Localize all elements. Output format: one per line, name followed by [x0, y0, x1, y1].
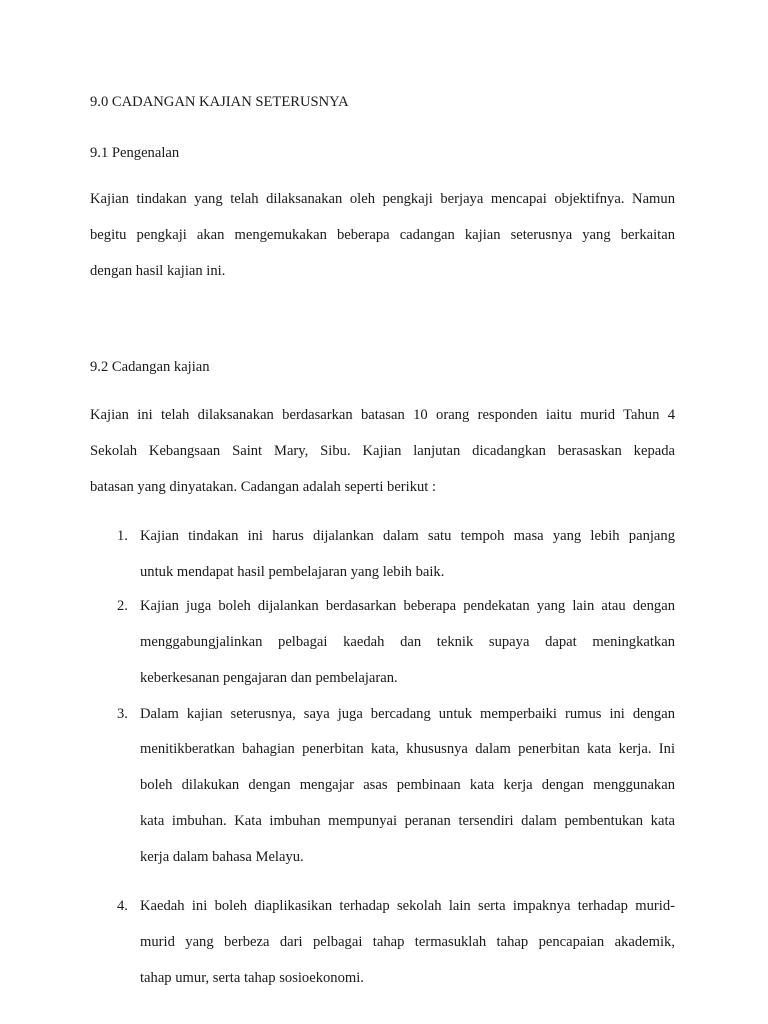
list-item-line: menggabungjalinkan pelbagai kaedah dan teknik supaya dapat meningkatkan	[140, 634, 675, 650]
section-title: 9.0 CADANGAN KAJIAN SETERUSNYA	[90, 94, 349, 110]
list-item-number: 3.	[117, 706, 128, 722]
list-item-number: 1.	[117, 528, 128, 544]
list-item-line: untuk mendapat hasil pembelajaran yang lebih baik.	[140, 564, 445, 580]
list-item-line: Kajian juga boleh dijalankan berdasarkan beberapa pendekatan yang lain atau dengan	[140, 598, 675, 614]
list-item-line: kerja dalam bahasa Melayu.	[140, 849, 304, 865]
list-item-line: Kajian tindakan ini harus dijalankan dalam satu tempoh masa yang lebih panjang	[140, 528, 675, 544]
list-item-line: boleh dilakukan dengan mengajar asas pembinaan kata kerja dengan menggunakan	[140, 777, 675, 793]
cadangan-paragraph-line: batasan yang dinyatakan. Cadangan adalah seperti berikut :	[90, 479, 437, 495]
intro-paragraph-line: dengan hasil kajian ini.	[90, 263, 226, 279]
intro-paragraph-line: Kajian tindakan yang telah dilaksanakan oleh pengkaji berjaya mencapai objektifnya. Namun	[90, 191, 675, 207]
list-item-line: kata imbuhan. Kata imbuhan mempunyai peranan tersendiri dalam pembentukan kata	[140, 813, 675, 829]
subsection-heading-cadangan: 9.2 Cadangan kajian	[90, 359, 210, 375]
cadangan-paragraph-line: Sekolah Kebangsaan Saint Mary, Sibu. Kajian lanjutan dicadangkan berasaskan kepada	[90, 443, 675, 459]
list-item-line: tahap umur, serta tahap sosioekonomi.	[140, 970, 364, 986]
cadangan-paragraph-line: Kajian ini telah dilaksanakan berdasarkan batasan 10 orang responden iaitu murid Tahun 4	[90, 407, 675, 423]
subsection-heading-pengenalan: 9.1 Pengenalan	[90, 145, 180, 161]
intro-paragraph-line: begitu pengkaji akan mengemukakan beberapa cadangan kajian seterusnya yang berkaitan	[90, 227, 675, 243]
list-item-line: menitikberatkan bahagian penerbitan kata, khususnya dalam penerbitan kata kerja. Ini	[140, 741, 675, 757]
list-item-line: keberkesanan pengajaran dan pembelajaran.	[140, 670, 398, 686]
list-item-number: 2.	[117, 598, 128, 614]
list-item-line: Dalam kajian seterusnya, saya juga bercadang untuk memperbaiki rumus ini dengan	[140, 706, 675, 722]
list-item-line: murid yang berbeza dari pelbagai tahap termasuklah tahap pencapaian akademik,	[140, 934, 675, 950]
list-item-number: 4.	[117, 898, 128, 914]
list-item-line: Kaedah ini boleh diaplikasikan terhadap sekolah lain serta impaknya terhadap murid-	[140, 898, 675, 914]
